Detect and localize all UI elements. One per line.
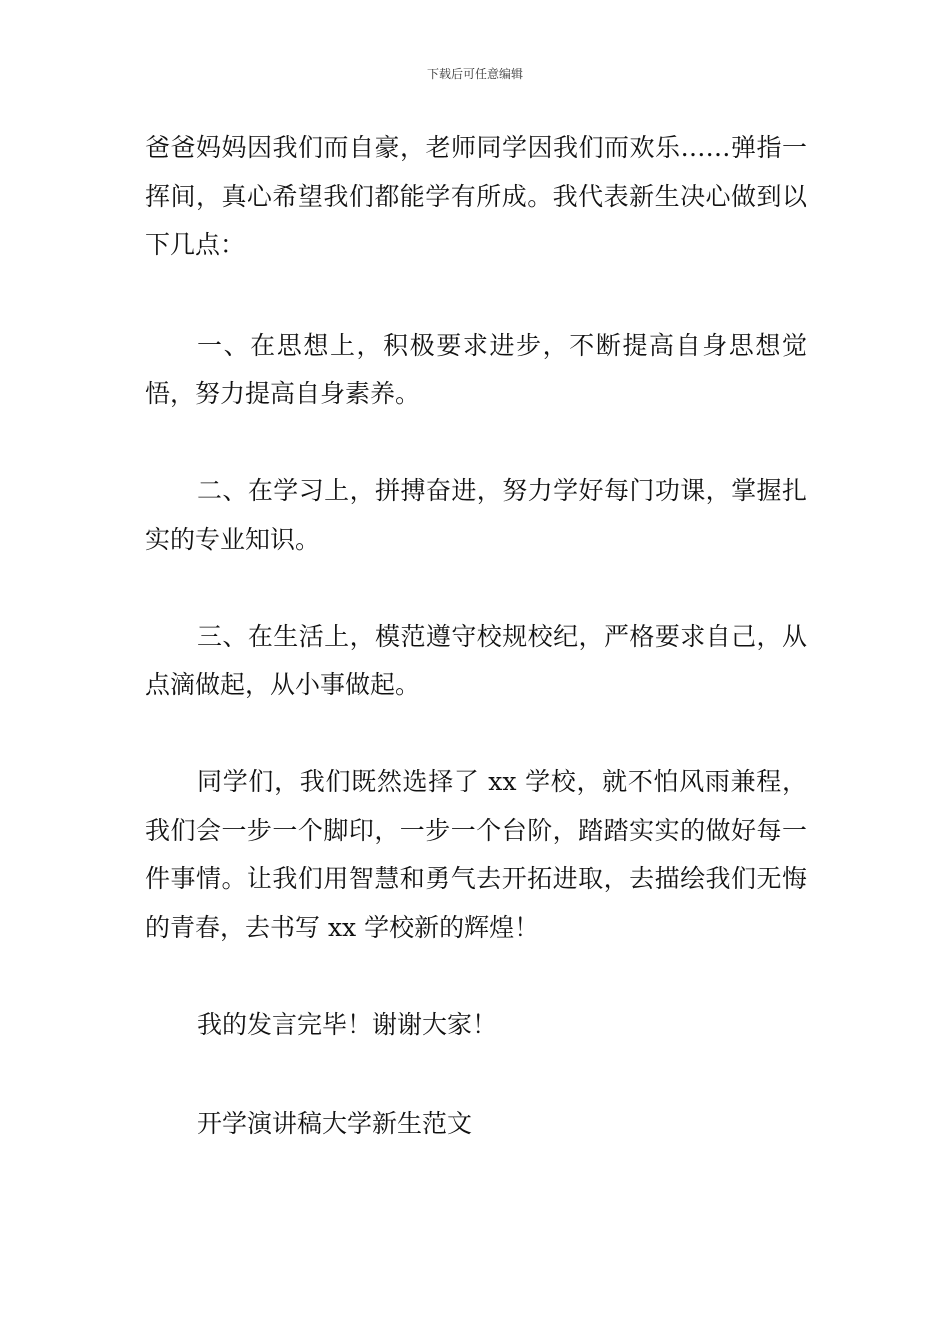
paragraph-closing: 我的发言完毕！谢谢大家！ bbox=[197, 1009, 498, 1039]
document-body bbox=[145, 124, 807, 1197]
page-header: 下载后可任意编辑 bbox=[426, 67, 523, 81]
paragraph-call-to-classmates: 同学们，我们既然选择了 xx 学校，就不怕风雨兼程，我们会一步一个脚印，一步一个台阶，踏踏实实的做好每一件事情。让我们用智慧和勇气去开拓进取，去描绘我们无悔的青春，去书写 xx 学校新的辉煌！ bbox=[145, 767, 807, 942]
paragraph-point-one: 一、在思想上，积极要求进步，不断提高自身思想觉悟，努力提高自身素养。 bbox=[145, 330, 807, 408]
paragraph-intro: 爸爸妈妈因我们而自豪，老师同学因我们而欢乐……弹指一挥间，真心希望我们都能学有所成。我代表新生决心做到以下几点： bbox=[145, 133, 807, 259]
paragraph-point-three: 三、在生活上，模范遵守校规校纪，严格要求自己，从点滴做起，从小事做起。 bbox=[145, 621, 807, 699]
section-title: 开学演讲稿大学新生范文 bbox=[197, 1109, 473, 1138]
paragraph-point-two: 二、在学习上，拼搏奋进，努力学好每门功课，掌握扎实的专业知识。 bbox=[145, 476, 807, 554]
